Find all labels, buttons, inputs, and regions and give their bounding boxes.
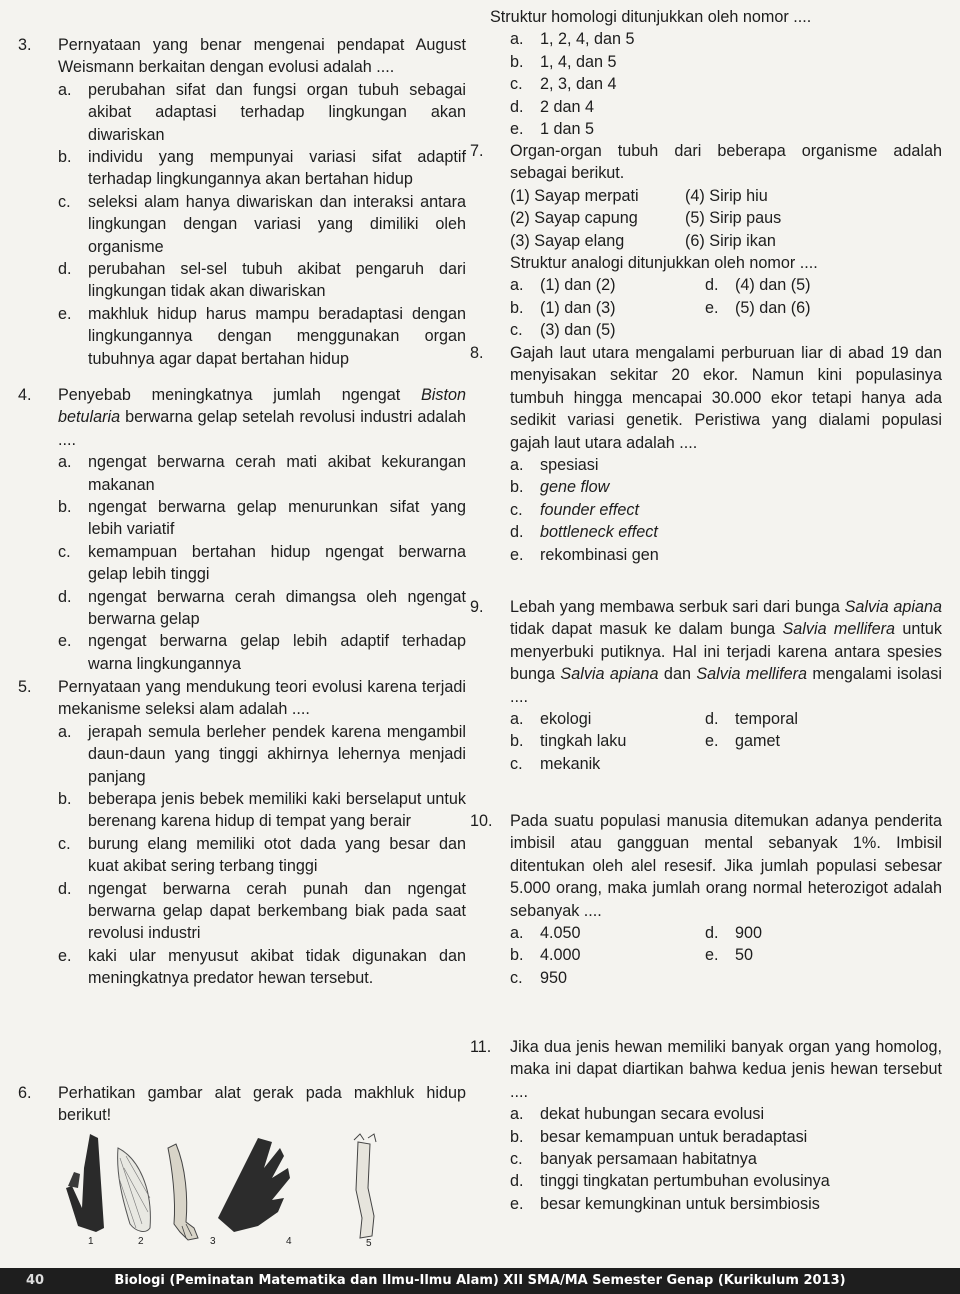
option-text: (3) dan (5) (540, 321, 616, 340)
option-letter: d. (58, 587, 72, 606)
question-stem (58, 384, 466, 451)
option-c[interactable] (58, 191, 466, 258)
option-letter: b. (510, 298, 524, 317)
question-stem: Jika dua jenis hewan memiliki banyak organ yang homolog, maka ini dapat diartikan bahwa kedua jenis hewan tersebut .... (510, 1038, 942, 1101)
option-d[interactable] (705, 922, 942, 944)
organ-item: (2) Sayap capung (510, 209, 638, 228)
option-text: ngengat berwarna cerah punah dan ngengat berwarna gelap dapat berkembang biak pada saat revolusi industri (88, 879, 466, 943)
option-b[interactable] (510, 944, 705, 966)
option-letter: d. (705, 276, 719, 295)
stem-text: tidak dapat masuk ke dalam bunga (510, 620, 783, 639)
option-text: tingkah laku (540, 732, 627, 751)
option-text: besar kemungkinan untuk bersimbiosis (540, 1194, 820, 1213)
option-letter: a. (510, 710, 524, 729)
option-letter: c. (58, 192, 71, 211)
question-stem: Pernyataan yang benar mengenai pendapat August Weismann berkaitan dengan evolusi adalah .... (58, 36, 466, 77)
organ-item: (4) Sirip hiu (685, 186, 768, 205)
option-text: ngengat berwarna cerah mati akibat kekurangan makanan (88, 453, 466, 494)
option-letter: d. (58, 260, 72, 279)
question-number: 10. (470, 812, 493, 830)
option-text: individu yang mempunyai variasi sifat adaptif terhadap lingkungannya akan bertahan hidup (88, 148, 466, 189)
locomotion-organs-figure (58, 1128, 398, 1246)
option-text: (1) dan (3) (540, 298, 616, 317)
option-letter: a. (58, 453, 72, 472)
question-number: 6. (18, 1084, 32, 1102)
option-text: banyak persamaan habitatnya (540, 1150, 757, 1169)
question-11 (470, 1036, 942, 1215)
options-list (510, 274, 942, 341)
question-stem: Gajah laut utara mengalami perburuan liar di abad 19 dan menyisakan sekitar 20 ekor. Namun kini populasinya tumbuh hingga mencapai 30.000 ekor tetapi hanya ada sedikit variasi genetik. Peristiwa yang dialami populasi gajah laut utara adalah .... (510, 344, 942, 452)
option-letter: d. (510, 523, 524, 542)
option-letter: d. (510, 1172, 524, 1191)
option-text: dekat hubungan secara evolusi (540, 1105, 765, 1124)
page-number: 40 (26, 1273, 45, 1288)
option-text: gamet (735, 732, 780, 751)
option-text: ngengat berwarna gelap lebih adaptif terhadap warna lingkungannya (88, 632, 466, 673)
options-list (510, 454, 942, 566)
option-c[interactable] (58, 541, 466, 586)
option-e[interactable] (510, 544, 942, 566)
option-a[interactable] (510, 274, 705, 296)
question-stem: Perhatikan gambar alat gerak pada makhluk hidup berikut! (58, 1084, 466, 1125)
option-letter: b. (58, 790, 72, 809)
option-a[interactable] (58, 721, 466, 788)
question-stem: Pada suatu populasi manusia ditemukan adanya penderita imbisil atau gangguan mental sebanyak 1%. Imbisil ditentukan oleh alel resesif. Jika jumlah populasi sebesar 5.000 orang, maka jumlah orang normal heterozigot adalah sebanyak .... (510, 812, 942, 920)
option-text: bottleneck effect (540, 523, 658, 542)
option-letter: e. (510, 545, 524, 564)
option-c[interactable] (510, 499, 942, 521)
option-e[interactable] (705, 297, 942, 319)
option-a[interactable] (510, 454, 942, 476)
organ-item: (6) Sirip ikan (685, 231, 776, 250)
options-list (510, 922, 942, 989)
option-text: spesiasi (540, 456, 599, 475)
option-b[interactable] (58, 146, 466, 191)
stem-text: mengalami isolasi .... (510, 665, 942, 706)
option-text: 2 dan 4 (540, 97, 595, 116)
option-e[interactable] (705, 730, 942, 752)
option-letter: d. (705, 924, 719, 943)
option-d[interactable] (510, 96, 942, 118)
option-b[interactable] (58, 496, 466, 541)
option-letter: a. (58, 722, 72, 741)
option-text: 1 dan 5 (540, 120, 595, 139)
question-number: 4. (18, 386, 32, 404)
option-a[interactable] (510, 1103, 942, 1125)
option-c[interactable] (510, 1148, 942, 1170)
option-e[interactable] (705, 944, 942, 966)
option-letter: c. (510, 321, 523, 340)
option-letter: a. (510, 30, 524, 49)
option-e[interactable] (58, 945, 466, 990)
bat-wing-image (66, 1134, 104, 1232)
option-letter: d. (58, 879, 72, 898)
question-8 (470, 342, 942, 566)
option-letter: a. (58, 80, 72, 99)
question-number: 3. (18, 36, 32, 54)
figure-label-3: 3 (210, 1236, 216, 1246)
option-text: 1, 2, 4, dan 5 (540, 30, 635, 49)
question-stem: Struktur homologi ditunjukkan oleh nomor .... (490, 8, 812, 26)
question-stem: Organ-organ tubuh dari beberapa organisme adalah sebagai berikut. (510, 142, 942, 183)
option-b[interactable] (510, 730, 705, 752)
question-7 (470, 140, 942, 342)
option-text: 950 (540, 968, 568, 987)
option-text: gene flow (540, 478, 610, 497)
figure-label-1: 1 (88, 1236, 94, 1246)
option-letter: e. (705, 732, 719, 751)
option-a[interactable] (510, 708, 705, 730)
option-letter: c. (510, 1150, 523, 1169)
species-name: Salvia mellifera (696, 665, 808, 684)
option-letter: b. (510, 478, 524, 497)
option-a[interactable] (58, 451, 466, 496)
option-c[interactable] (510, 73, 942, 95)
species-name: Biston betularia (58, 386, 466, 427)
option-text: burung elang memiliki otot dada yang besar dan kuat akibat sering terbang tinggi (88, 834, 466, 876)
option-letter: e. (58, 304, 72, 323)
stem-text: Penyebab meningkatnya jumlah ngengat (58, 386, 421, 404)
question-6 (18, 1082, 466, 1127)
option-text: mekanik (540, 754, 601, 773)
option-text: (1) dan (2) (540, 276, 616, 295)
option-letter: c. (58, 834, 71, 853)
option-e[interactable] (510, 118, 942, 140)
option-letter: b. (510, 1127, 524, 1146)
option-c[interactable] (510, 319, 705, 341)
option-text: ngengat berwarna cerah dimangsa oleh ngengat berwarna gelap (88, 587, 466, 629)
option-text: 4.050 (540, 924, 581, 943)
stem-text: untuk menyerbuki putiknya. Hal ini terjadi karena antara spesies bunga (510, 620, 942, 684)
stem-text: Lebah yang membawa serbuk sari dari bunga (510, 598, 845, 616)
option-letter: e. (510, 1194, 524, 1213)
option-text: ekologi (540, 710, 592, 729)
option-letter: a. (510, 924, 524, 943)
question-stem: Pernyataan yang mendukung teori evolusi karena terjadi mekanisme seleksi alam adalah .... (58, 678, 466, 719)
species-name: Salvia mellifera (782, 620, 896, 639)
question-prompt: Struktur analogi ditunjukkan oleh nomor .... (510, 254, 818, 273)
animal-leg-image (354, 1134, 376, 1238)
option-b[interactable] (510, 51, 942, 73)
option-text: 4.000 (540, 946, 581, 965)
option-letter: e. (510, 120, 524, 139)
option-text: founder effect (540, 500, 639, 519)
option-a[interactable] (510, 28, 942, 50)
option-text: tinggi tingkatan pertumbuhan evolusinya (540, 1172, 830, 1191)
question-stem (510, 596, 942, 708)
figure-label-2: 2 (138, 1236, 144, 1246)
option-e[interactable] (510, 1193, 942, 1215)
option-e[interactable] (58, 630, 466, 675)
option-text: temporal (735, 710, 798, 729)
option-text: rekombinasi gen (540, 545, 659, 564)
option-text: 2, 3, dan 4 (540, 75, 617, 94)
option-text: jerapah semula berleher pendek karena mengambil daun-daun yang tinggi akhirnya lehernya menjadi panjang (88, 722, 466, 786)
option-a[interactable] (58, 79, 466, 146)
options-list (58, 721, 466, 990)
organ-list (510, 185, 942, 252)
option-text: kemampuan bertahan hidup ngengat berwarna gelap lebih tinggi (88, 542, 466, 584)
question-9 (470, 596, 942, 775)
option-text: besar kemampuan untuk beradaptasi (540, 1127, 808, 1146)
option-e[interactable] (58, 303, 466, 370)
option-text: perubahan sifat dan fungsi organ tubuh sebagai akibat adaptasi terhadap lingkungan akan diwariskan (88, 80, 466, 144)
option-text: seleksi alam hanya diwariskan dan interaksi antara lingkungan dengan variasi yang dimiliki oleh organisme (88, 192, 466, 256)
footer-title: Biologi (Peminatan Matematika dan Ilmu-Ilmu Alam) XII SMA/MA Semester Genap (Kurikulum 2013) (114, 1273, 846, 1288)
option-letter: d. (705, 710, 719, 729)
option-letter: e. (58, 632, 72, 651)
option-text: beberapa jenis bebek memiliki kaki berselaput untuk berenang karena hidup di tempat yang berair (88, 790, 466, 831)
question-number: 11. (470, 1038, 492, 1056)
option-c[interactable] (58, 833, 466, 878)
option-text: makhluk hidup harus mampu beradaptasi dengan lingkungannya dengan menggunakan organ tubuhnya agar dapat bertahan hidup (88, 304, 466, 368)
option-letter: c. (510, 968, 523, 987)
species-name: Salvia apiana (844, 598, 942, 616)
question-3 (18, 34, 466, 370)
option-text: perubahan sel-sel tubuh akibat pengaruh dari lingkungan tidak akan diwariskan (88, 260, 466, 301)
option-letter: b. (510, 732, 524, 751)
option-letter: b. (510, 52, 524, 71)
options-list (58, 79, 466, 370)
option-letter: a. (510, 456, 524, 475)
option-d[interactable] (58, 258, 466, 303)
options-list (58, 451, 466, 675)
options-list (510, 708, 942, 775)
option-d[interactable] (510, 1170, 942, 1192)
question-number: 7. (470, 142, 484, 160)
option-letter: e. (705, 298, 719, 317)
option-letter: e. (705, 946, 719, 965)
option-letter: b. (510, 946, 524, 965)
insect-wing-image (118, 1148, 151, 1231)
option-letter: e. (58, 946, 72, 965)
option-d[interactable] (58, 586, 466, 631)
options-list (510, 28, 942, 140)
option-text: 900 (735, 924, 763, 943)
page-footer (0, 1268, 960, 1294)
option-letter: c. (510, 75, 523, 94)
option-d[interactable] (705, 274, 942, 296)
question-6-continuation (470, 6, 942, 140)
option-b[interactable] (510, 476, 942, 498)
option-text: (5) dan (6) (735, 298, 811, 317)
organ-item: (3) Sayap elang (510, 231, 625, 250)
option-letter: c. (58, 542, 71, 561)
option-d[interactable] (705, 708, 942, 730)
question-10 (470, 810, 942, 989)
option-c[interactable] (510, 753, 705, 775)
organ-item: (1) Sayap merpati (510, 186, 639, 205)
species-name: Salvia apiana (560, 665, 659, 684)
option-letter: a. (510, 276, 524, 295)
option-d[interactable] (58, 878, 466, 945)
option-letter: c. (510, 754, 523, 773)
option-text: 1, 4, dan 5 (540, 52, 617, 71)
figure-label-5: 5 (366, 1238, 372, 1246)
option-text: ngengat berwarna gelap menurunkan sifat yang lebih variatif (88, 498, 466, 539)
stem-text: berwarna gelap setelah revolusi industri adalah .... (58, 408, 466, 449)
figure-label-4: 4 (286, 1236, 292, 1246)
option-b[interactable] (510, 297, 705, 319)
question-5 (18, 676, 466, 990)
option-text: (4) dan (5) (735, 276, 811, 295)
option-b[interactable] (510, 1126, 942, 1148)
option-c[interactable] (510, 967, 705, 989)
option-b[interactable] (58, 788, 466, 833)
option-letter: c. (510, 500, 523, 519)
question-4 (18, 384, 466, 675)
question-number: 9. (470, 598, 484, 616)
option-letter: b. (58, 498, 72, 517)
option-letter: d. (510, 97, 524, 116)
option-letter: a. (510, 1105, 524, 1124)
option-text: kaki ular menyusut akibat tidak digunakan dan meningkatnya predator hewan tersebut. (88, 946, 466, 988)
option-letter: b. (58, 148, 72, 167)
bird-wing-image (218, 1138, 290, 1232)
option-d[interactable] (510, 521, 942, 543)
option-text: 50 (735, 946, 754, 965)
question-number: 5. (18, 678, 32, 696)
option-a[interactable] (510, 922, 705, 944)
organ-item: (5) Sirip paus (685, 209, 782, 228)
question-number: 8. (470, 344, 484, 362)
human-arm-image (168, 1144, 198, 1240)
stem-text: dan (658, 665, 697, 684)
options-list (510, 1103, 942, 1215)
